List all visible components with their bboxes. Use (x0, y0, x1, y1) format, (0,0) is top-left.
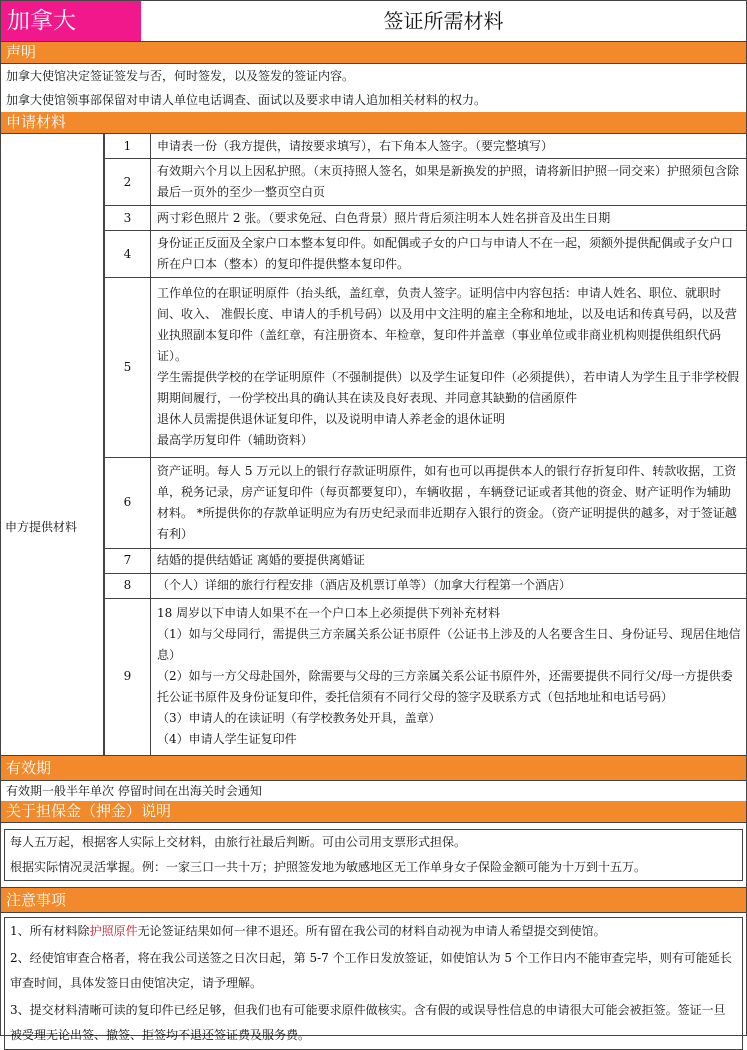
material-row (105, 159, 747, 206)
material-paragraph: （4）申请人学生证复印件 (157, 732, 297, 747)
material-paragraph: 申请表一份（我方提供，请按要求填写），右下角本人签字。（要完整填写） (157, 138, 554, 153)
material-paragraph: 退休人员需提供退休证复印件，以及说明申请人养老金的退休证明 (157, 412, 506, 427)
deposit-heading: 关于担保金（押金）说明 (1, 801, 746, 823)
document-header (1, 1, 746, 42)
material-number: 1 (105, 134, 151, 159)
material-description (151, 231, 747, 278)
materials-table (104, 134, 746, 755)
material-description (151, 206, 747, 231)
notes-box (4, 917, 743, 1050)
note-1-suffix: 无论签证结果如何一律不退还。所有留在我公司的材料自动视为申请人希望提交到使馆。 (137, 924, 606, 938)
note-1-prefix: 1、所有材料除 (10, 924, 90, 938)
material-description (151, 598, 747, 755)
materials-side-label: 申方提供材料 (5, 520, 78, 534)
material-paragraph: （3）申请人的在读证明（有学校教务处开具，盖章） (157, 711, 441, 726)
material-number: 2 (105, 159, 151, 206)
material-row (105, 548, 747, 573)
material-number: 6 (105, 457, 151, 548)
material-row (105, 573, 747, 598)
notes-heading: 注意事项 (1, 887, 746, 913)
material-paragraph: 身份证正反面及全家户口本整本复印件。如配偶或子女的户口与申请人不在一起，须额外提供配偶或子女户口所在户口本（整本）的复印件提供整本复印件。 (157, 236, 734, 272)
material-paragraph: （2）如与一方父母赴国外，除需要与父母的三方亲属关系公证书原件外，还需要提供不同行父/母一方提供委托公证书原件及身份证复印件，委托信须有不同行父母的签字及联系方式（包括地址和电话号码） (157, 669, 733, 705)
material-number: 9 (105, 598, 151, 755)
material-description (151, 278, 747, 457)
deposit-line: 根据实际情况灵活掌握。例：一家三口一共十万；护照签发地为敏感地区无工作单身女子保险金额可能为十万到十五万。 (10, 860, 647, 874)
material-paragraph: 有效期六个月以上因私护照。（末页持照人签名，如果是新换发的护照，请将新旧护照一同交来）护照须包含除最后一页外的至少一整页空白页 (157, 164, 740, 200)
validity-text: 有效期一般半年单次 停留时间在出海关时会通知 (6, 784, 262, 798)
statement-line: 加拿大使馆决定签证签发与否，何时签发，以及签发的签证内容。 (6, 69, 355, 83)
material-paragraph: （个人）详细的旅行行程安排（酒店及机票订单等）（加拿大行程第一个酒店） (157, 578, 572, 593)
material-number: 7 (105, 548, 151, 573)
materials-side-cell (1, 134, 104, 755)
material-paragraph: 最高学历复印件（辅助资料） (157, 433, 314, 448)
material-paragraph: （1）如与父母同行，需提供三方亲属关系公证书原件（公证书上涉及的人名要含生日、身份证号、现居住地信息） (157, 627, 741, 663)
document-title: 签证所需材料 (383, 9, 504, 33)
statement-heading: 声明 (1, 42, 746, 64)
material-paragraph: 两寸彩色照片 2 张。（要求免冠、白色背景）照片背后须注明本人姓名拼音及出生日期 (157, 210, 611, 225)
material-row (105, 457, 747, 548)
statement-line: 加拿大使馆领事部保留对申请人单位电话调查、面试以及要求申请人追加相关材料的权力。 (6, 93, 487, 107)
material-number: 8 (105, 573, 151, 598)
material-description (151, 159, 747, 206)
material-description (151, 457, 747, 548)
material-description (151, 548, 747, 573)
material-number: 5 (105, 278, 151, 457)
material-paragraph: 学生需提供学校的在学证明原件（不强制提供）以及学生证复印件（必须提供），若申请人为学生且于非学校假期期间履行，一份学校出具的确认其在读及良好表现、并同意其缺勤的信函原件 (157, 370, 740, 406)
note-1-highlight: 护照原件 (89, 924, 138, 938)
material-row (105, 134, 747, 159)
material-number: 4 (105, 231, 151, 278)
materials-section (1, 134, 746, 756)
deposit-line: 每人五万起，根据客人实际上交材料，由旅行社最后判断。可由公司用支票形式担保。 (10, 835, 467, 849)
note-item-3: 3、提交材料清晰可读的复印件已经足够，但我们也有可能要求原件做核实。含有假的或误导性信息的申请很大可能会被拒签。签证一旦被受理无论出签、撤签、拒签均不退还签证费及服务费。 (10, 1003, 726, 1042)
note-item-1 (5, 918, 742, 945)
country-label: 加拿大 (1, 1, 141, 41)
material-row (105, 278, 747, 457)
material-row (105, 206, 747, 231)
materials-heading: 申请材料 (1, 112, 746, 134)
statement-section (1, 64, 746, 112)
material-description (151, 573, 747, 598)
material-paragraph: 18 周岁以下申请人如果不在一个户口本上必须提供下列补充材料 (157, 606, 501, 621)
deposit-box (4, 829, 743, 881)
material-row (105, 598, 747, 755)
material-paragraph: 结婚的提供结婚证 离婚的要提供离婚证 (157, 553, 365, 568)
validity-heading: 有效期 (1, 756, 746, 781)
material-description (151, 134, 747, 159)
material-row (105, 231, 747, 278)
material-paragraph: 工作单位的在职证明原件（抬头纸，盖红章，负责人签字。证明信中内容包括：申请人姓名、职位、就职时间、收入、 准假长度、申请人的手机号码）以及用中文注明的雇主全称和地址，以及电话和传真号码，以及营业执照副本复印件（盖红章，有注册资本、年检章，复印件并盖章（事业单位或非商业机构则提供组织代码证）。 (157, 286, 737, 364)
material-number: 3 (105, 206, 151, 231)
material-paragraph: 资产证明。每人 5 万元以上的银行存款证明原件，如有也可以再提供本人的银行存折复印件、转款收据，工资单，税务记录，房产证复印件（每页都要复印），车辆收据 ，车辆登记证或者其他的资金、财产证明作为辅助材料。 *所提供你的存款单证明应为有历史纪录而非近期存入银行的资金。（资产证明提供的越多，对于签证越有利） (157, 463, 737, 541)
note-item-2: 2、经使馆审查合格者，将在我公司送签之日次日起，第 5-7 个工作日发放签证，如使馆认为 5 个工作日内不能审查完毕，则有可能延长审查时间，具体发签日由使馆决定，请予理解。 (10, 951, 732, 990)
